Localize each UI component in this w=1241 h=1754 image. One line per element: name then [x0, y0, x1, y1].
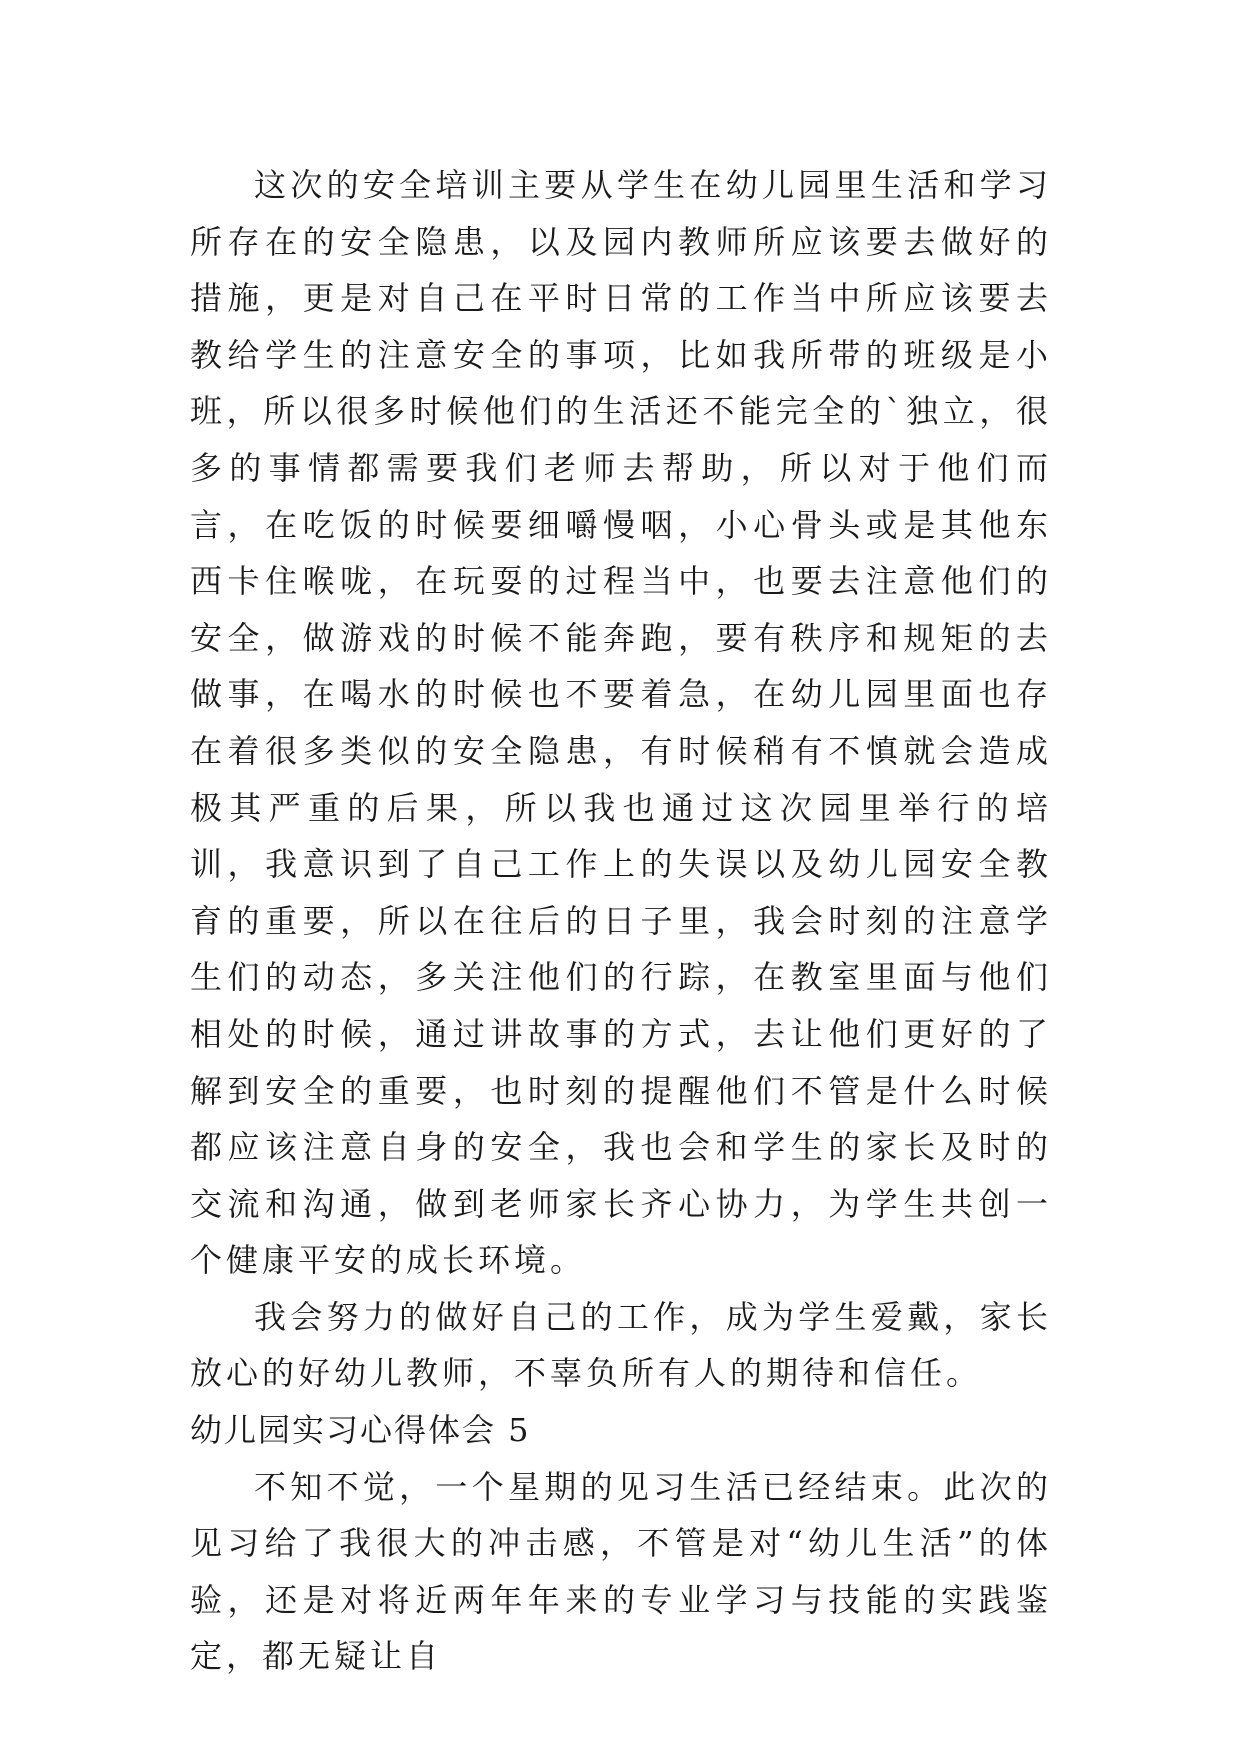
paragraph-work-commitment: 我会努力的做好自己的工作，成为学生爱戴，家长放心的好幼儿教师，不辜负所有人的期待和信任。 — [190, 1297, 1052, 1393]
section-heading: 幼儿园实习心得体会 5 — [190, 1411, 531, 1450]
paragraph-internship-intro: 不知不觉，一个星期的见习生活已经结束。此次的见习给了我很大的冲击感，不管是对“幼儿生活”的体验，还是对将近两年年来的专业学习与技能的实践鉴定，都无疑让自 — [190, 1467, 1052, 1676]
document-body — [190, 157, 1052, 1685]
paragraph-safety-training: 这次的安全培训主要从学生在幼儿园里生活和学习所存在的安全隐患，以及园内教师所应该要去做好的措施，更是对自己在平时日常的工作当中所应该要去教给学生的注意安全的事项，比如我所带的班级是小班，所以很多时候他们的生活还不能完全的`独立，很多的事情都需要我们老师去帮助，所以对于他们而言，在吃饭的时候要细嚼慢咽，小心骨头或是其他东西卡住喉咙，在玩耍的过程当中，也要去注意他们的安全，做游戏的时候不能奔跑，要有秩序和规矩的去做事，在喝水的时候也不要着急，在幼儿园里面也存在着很多类似的安全隐患，有时候稍有不慎就会造成极其严重的后果，所以我也通过这次园里举行的培训，我意识到了自己工作上的失误以及幼儿园安全教育的重要，所以在往后的日子里，我会时刻的注意学生们的动态，多关注他们的行踪，在教室里面与他们相处的时候，通过讲故事的方式，去让他们更好的了解到安全的重要，也时刻的提醒他们不管是什么时候都应该注意自身的安全，我也会和学生的家长及时的交流和沟通，做到老师家长齐心协力，为学生共创一个健康平安的成长环境。 — [190, 166, 1052, 1280]
